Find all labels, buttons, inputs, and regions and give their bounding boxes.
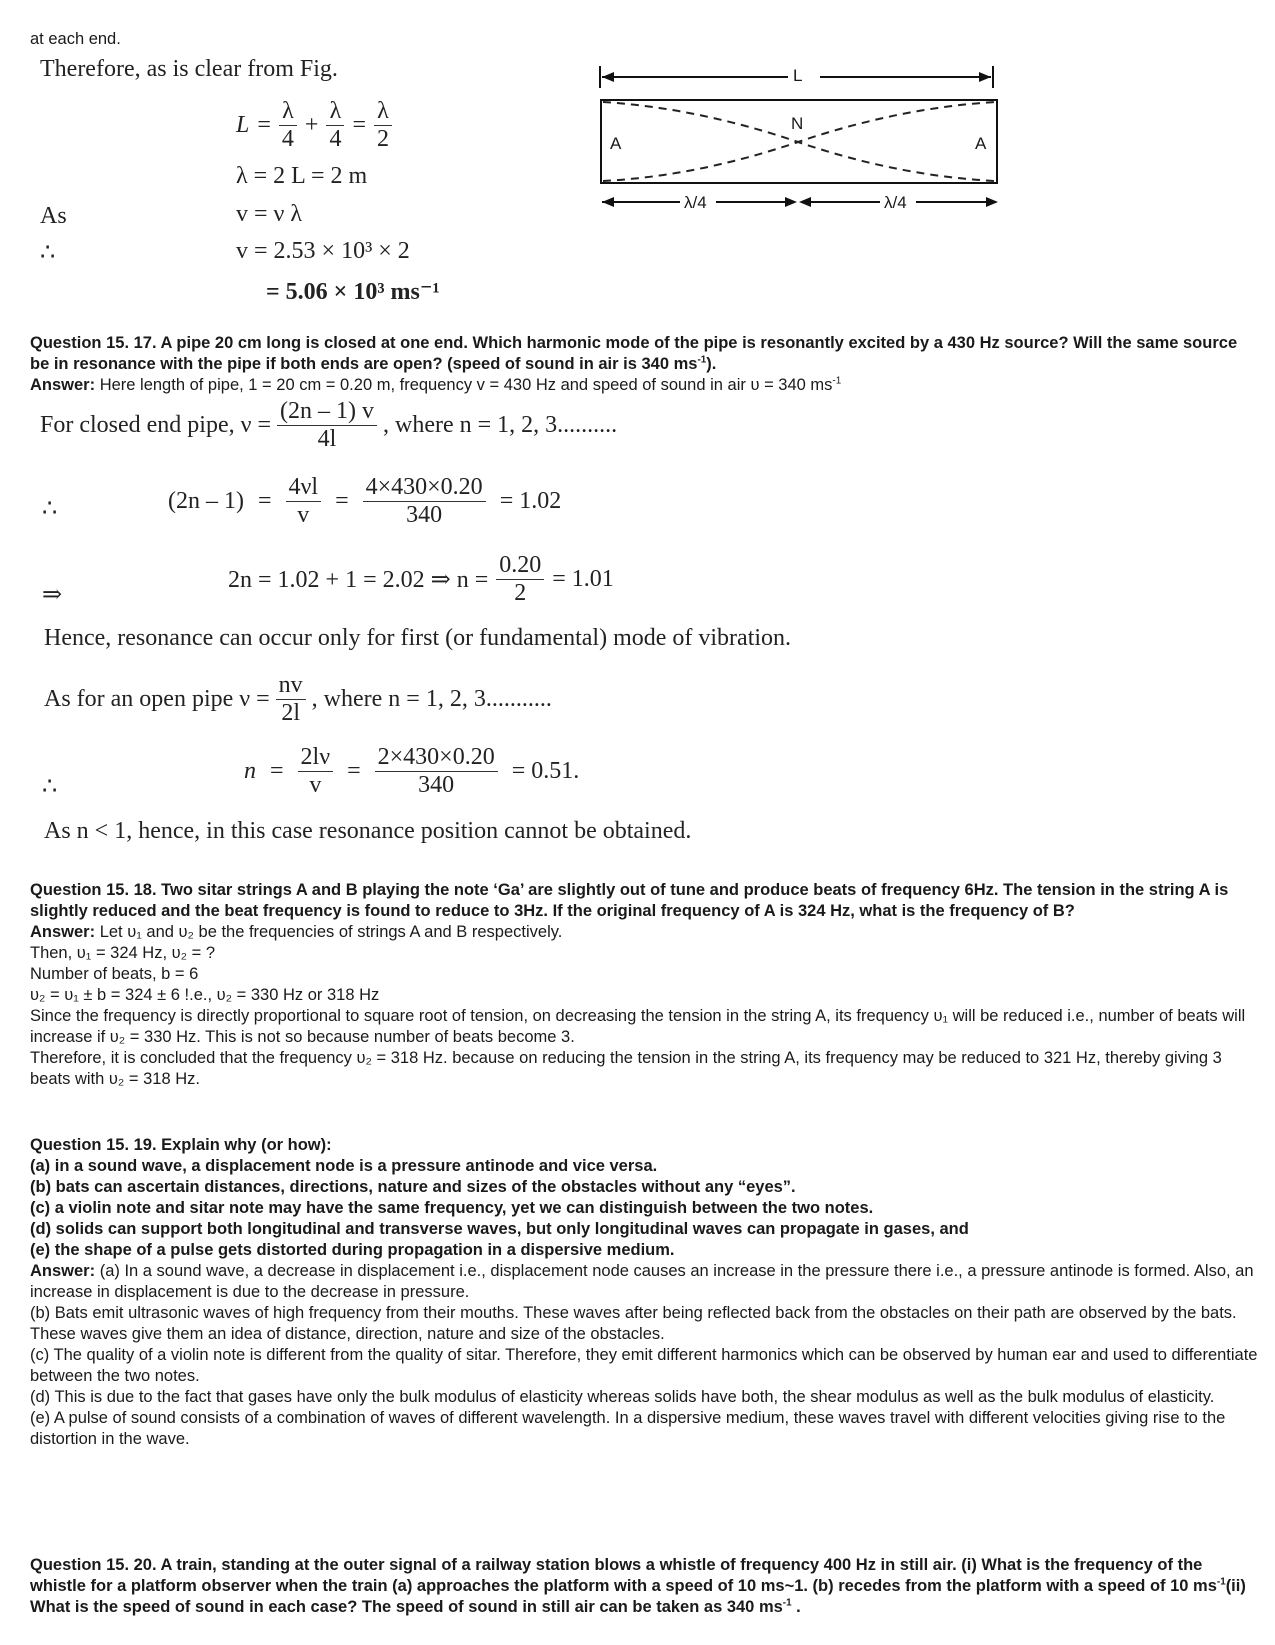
- question-title: [30, 334, 1237, 373]
- plus-sign: +: [304, 112, 319, 138]
- answer-text: Let υ₁ and υ₂ be the frequencies of strings A and B respectively.: [95, 923, 563, 941]
- question-part: (d) solids can support both longitudinal and transverse waves, but only longitudinal waves can propagate in gases, and: [30, 1220, 969, 1238]
- answer-line: Since the frequency is directly proportional to square root of tension, on decreasing the tension in the string A, its frequency υ₁ will be reduced i.e., number of beats will increase if υ₂ = 330 Hz. This is not so because number of beats become 3.: [30, 1007, 1246, 1046]
- step3-lhs: n: [244, 758, 256, 784]
- fraction: [279, 98, 297, 153]
- equals-sign: =: [335, 488, 349, 514]
- pipe-diagram: [598, 60, 1008, 220]
- answer-line: (b) Bats emit ultrasonic waves of high frequency from their mouths. These waves after being reflected back from the obstacles on their path are observed by the bats. These waves give them an idea of distance, direction, nature and size of the obstacles.: [30, 1304, 1237, 1343]
- question-part: (e) the shape of a pulse gets distorted during propagation in a dispersive medium.: [30, 1241, 675, 1259]
- step1-lhs: (2n – 1): [168, 488, 244, 514]
- answer-text: (a) In a sound wave, a decrease in displacement i.e., displacement node causes an increase in the pressure there i.e., a pressure antinode is formed. Also, an increase in displacement is due to the decrease in pressure.: [30, 1262, 1254, 1301]
- denominator: 340: [406, 502, 443, 528]
- segment-right-label: λ/4: [884, 193, 907, 212]
- formula-where: , where n = 1, 2, 3...........: [311, 686, 552, 712]
- equals-sign: =: [347, 758, 361, 784]
- denominator: 2l: [281, 700, 300, 726]
- question-title-text: (ii) What is the speed of sound in each case? The speed of sound in still air can be taken as 340 ms: [30, 1577, 1246, 1616]
- question-title: Question 15. 19. Explain why (or how):: [30, 1136, 332, 1154]
- denominator: 4l: [317, 426, 337, 452]
- numerator: nv: [276, 672, 306, 700]
- numerator: (2n – 1) v: [277, 398, 377, 426]
- fraction: [375, 744, 498, 799]
- eq1-lhs: L: [236, 112, 250, 138]
- conclusion-open-pipe: As n < 1, hence, in this case resonance position cannot be obtained.: [44, 818, 692, 844]
- superscript: -1: [832, 375, 842, 387]
- question-title-end: ).: [706, 355, 717, 373]
- open-pipe-formula: [44, 672, 552, 727]
- step2-equation: [228, 552, 614, 607]
- therefore-symbol: ∴: [42, 496, 58, 522]
- therefore-symbol: ∴: [42, 774, 58, 800]
- question-15-17: [30, 333, 1260, 396]
- numerator: 4×430×0.20: [363, 474, 486, 502]
- arrowhead-right-icon: [979, 72, 991, 82]
- answer-line: Therefore, it is concluded that the frequency υ₂ = 318 Hz. because on reducing the tension in the string A, its frequency may be reduced to 321 Hz, thereby giving 3 beats with υ₂ = 318 Hz.: [30, 1049, 1222, 1088]
- question-part: (b) bats can ascertain distances, directions, nature and sizes of the obstacles without any “eyes”.: [30, 1178, 796, 1196]
- question-15-18: [30, 880, 1260, 1090]
- intro-tail-text: at each end.: [30, 30, 121, 48]
- step2-text: 2n = 1.02 + 1 = 2.02 ⇒ n =: [228, 567, 489, 593]
- question-title-text: Question 15. 20. A train, standing at the outer signal of a railway station blows a whistle of frequency 400 Hz in still air. (i) What is the frequency of the whistle for a platform observer when the train (a) approaches the platform with a speed of 10 ms~1. (b) recedes from the platform with a speed of 10 ms: [30, 1556, 1217, 1595]
- antinode-right-label: A: [975, 134, 987, 153]
- numerator: 2lν: [298, 744, 334, 772]
- fraction: [276, 672, 306, 727]
- question-title-text: Question 15. 17. A pipe 20 cm long is closed at one end. Which harmonic mode of the pipe is resonantly excited by a 430 Hz source? Will the same source be in resonance with the pipe if both ends are open? (speed of sound in air is 340 ms: [30, 334, 1238, 373]
- segment-left-label: λ/4: [684, 193, 707, 212]
- equation-v: v = ν λ: [236, 201, 303, 227]
- arrowhead-left-icon: [602, 72, 614, 82]
- answer-line: (d) This is due to the fact that gases have only the bulk modulus of elasticity whereas solids have both, the shear modulus as well as the bulk modulus of elasticity.: [30, 1388, 1215, 1406]
- answer-label: Answer:: [30, 923, 96, 941]
- fraction: [298, 744, 334, 799]
- superscript: -1: [697, 354, 707, 366]
- equals-sign: =: [270, 758, 284, 784]
- arrowhead-icon: [986, 197, 998, 207]
- numerator: λ: [279, 98, 297, 126]
- fraction: [277, 398, 377, 453]
- equation-lambda: λ = 2 L = 2 m: [236, 163, 368, 189]
- denominator: 2: [377, 126, 389, 152]
- equals-sign: =: [257, 112, 271, 138]
- step3-equation: [244, 744, 579, 799]
- conclusion-fundamental: Hence, resonance can occur only for first (or fundamental) mode of vibration.: [44, 625, 792, 651]
- formula-lead: For closed end pipe, ν =: [40, 412, 272, 438]
- answer-line: [30, 1261, 1260, 1303]
- solution-lead: Therefore, as is clear from Fig.: [40, 56, 338, 82]
- step1-equation: [168, 474, 561, 529]
- fraction: [496, 552, 544, 607]
- arrowhead-icon: [785, 197, 797, 207]
- question-title-end: .: [791, 1598, 801, 1616]
- antinode-left-label: A: [610, 134, 622, 153]
- therefore-symbol: ∴: [40, 240, 56, 266]
- equals-sign: =: [257, 488, 272, 514]
- formula-lead: As for an open pipe ν =: [44, 686, 270, 712]
- numerator: 2×430×0.20: [375, 744, 498, 772]
- question-title: [30, 1556, 1246, 1616]
- question-part: (c) a violin note and sitar note may have the same frequency, yet we can distinguish between the two notes.: [30, 1199, 874, 1217]
- pipe-diagram-svg: [598, 60, 1008, 220]
- equation-result: = 5.06 × 10³ ms⁻¹: [266, 279, 440, 305]
- arrowhead-icon: [799, 197, 811, 207]
- denominator: 4: [281, 126, 294, 152]
- step2-result: = 1.01: [552, 566, 614, 592]
- question-part: (a) in a sound wave, a displacement node is a pressure antinode and vice versa.: [30, 1157, 658, 1175]
- answer-line: (e) A pulse of sound consists of a combination of waves of different wavelength. In a dispersive medium, these waves travel with different velocities giving rise to the distortion in the wave.: [30, 1409, 1226, 1448]
- question-15-19: [30, 1135, 1260, 1450]
- as-label: As: [40, 203, 67, 229]
- answer-label: Answer:: [30, 1262, 96, 1280]
- equals-sign: =: [352, 112, 366, 138]
- fraction: [286, 474, 322, 529]
- step3-result: = 0.51.: [511, 758, 580, 784]
- numerator: 0.20: [496, 552, 544, 580]
- denominator: 340: [418, 772, 455, 798]
- denominator: 4: [329, 126, 342, 152]
- denominator: v: [309, 772, 322, 798]
- answer-line: Then, υ₁ = 324 Hz, υ₂ = ?: [30, 944, 216, 962]
- answer-line: υ₂ = υ₁ ± b = 324 ± 6 !.e., υ₂ = 330 Hz or 318 Hz: [30, 986, 380, 1004]
- fraction: [363, 474, 486, 529]
- closed-pipe-formula: [40, 398, 617, 453]
- numerator: λ: [326, 98, 344, 126]
- denominator: v: [297, 502, 310, 528]
- arrowhead-icon: [602, 197, 614, 207]
- answer-text: Here length of pipe, 1 = 20 cm = 0.20 m, frequency v = 430 Hz and speed of sound in air υ = 340 ms: [95, 376, 833, 394]
- question-15-20: [30, 1555, 1260, 1618]
- question-title: Question 15. 18. Two sitar strings A and B playing the note ‘Ga’ are slightly out of tune and produce beats of frequency 6Hz. The tension in the string A is slightly reduced and the beat frequency is found to reduce to 3Hz. If the original frequency of A is 324 Hz, what is the frequency of B?: [30, 881, 1229, 920]
- answer-line: [30, 922, 1260, 943]
- answer-line: (c) The quality of a violin note is different from the quality of sitar. Therefore, they emit different harmonics which can be observed by human ear and used to differentiate between the two notes.: [30, 1346, 1258, 1385]
- superscript: -1: [1216, 1576, 1226, 1588]
- numerator: λ: [374, 98, 392, 126]
- step1-result: = 1.02: [499, 488, 562, 514]
- answer-line: Number of beats, b = 6: [30, 965, 199, 983]
- fraction: [326, 98, 344, 153]
- equation-L: [236, 98, 392, 153]
- implies-symbol: ⇒: [42, 582, 63, 608]
- formula-where: , where n = 1, 2, 3..........: [383, 412, 618, 438]
- superscript: -1: [782, 1597, 792, 1609]
- fraction: [374, 98, 392, 153]
- denominator: 2: [514, 580, 527, 606]
- equation-v-value: v = 2.53 × 10³ × 2: [236, 238, 410, 264]
- length-label: L: [793, 66, 803, 85]
- answer-label: Answer:: [30, 376, 96, 394]
- node-label: N: [791, 114, 804, 133]
- numerator: 4νl: [286, 474, 322, 502]
